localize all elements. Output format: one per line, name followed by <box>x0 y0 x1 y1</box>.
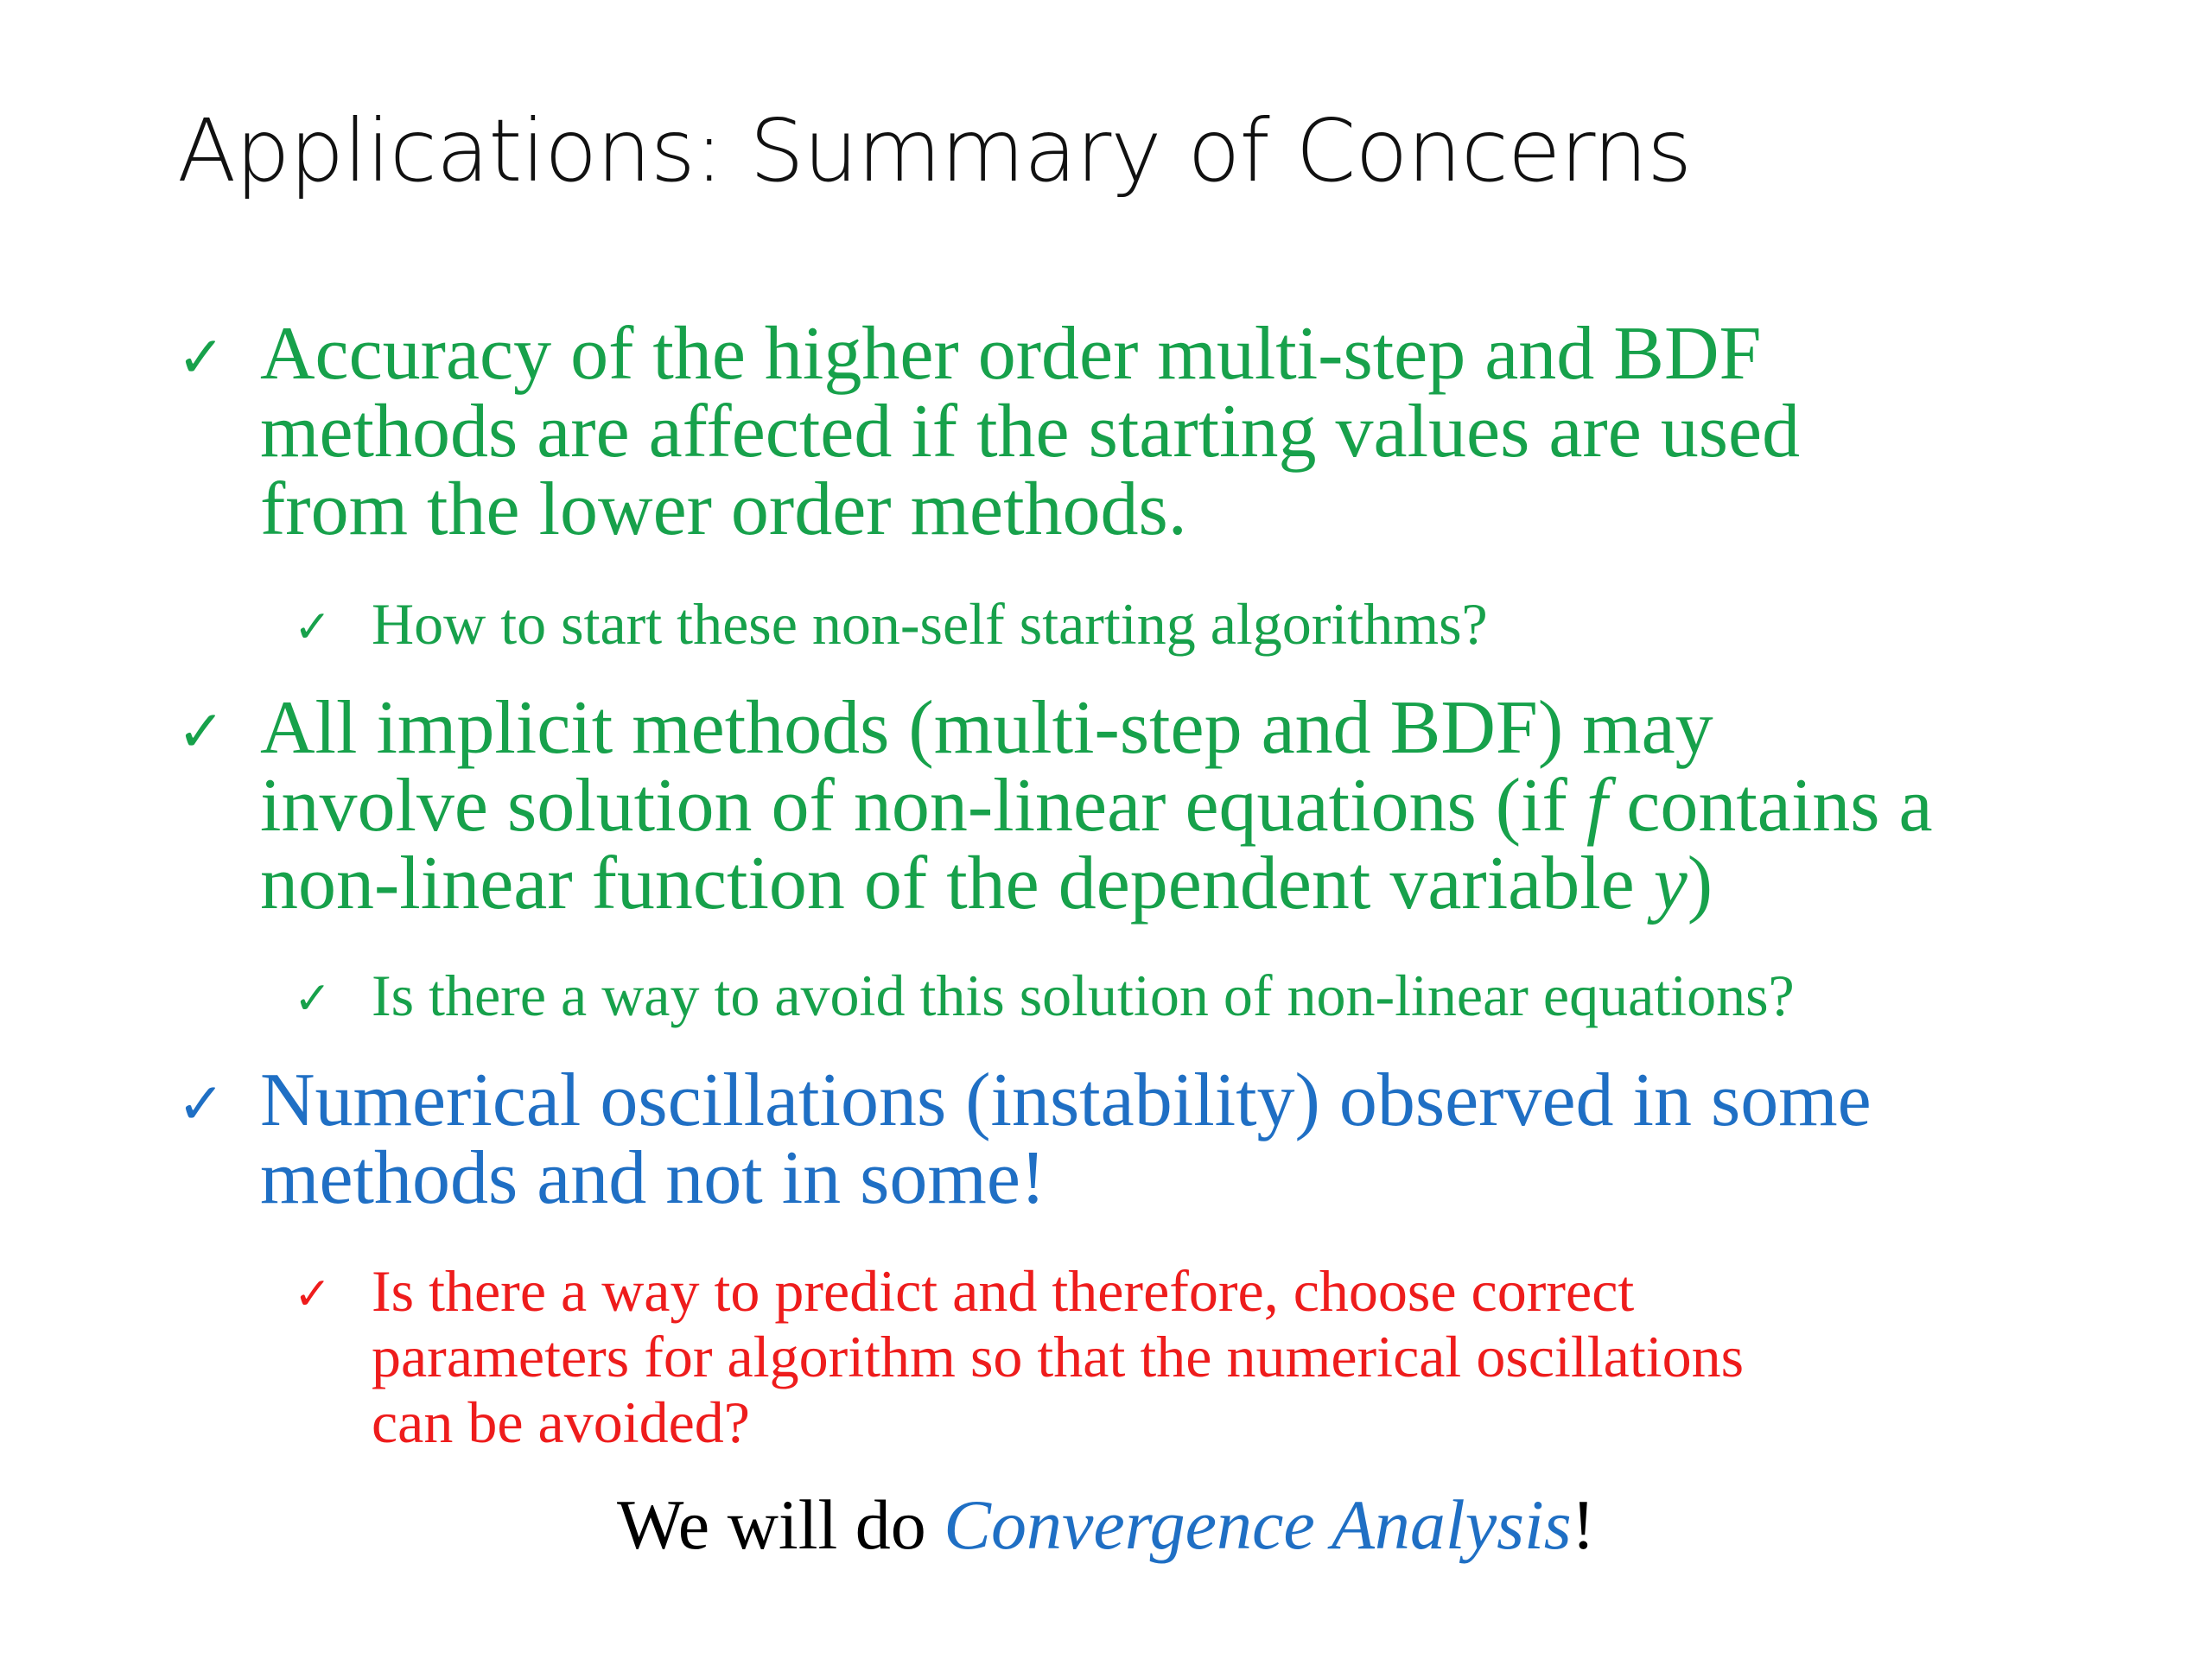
bullet-line <box>260 764 1933 848</box>
sub-bullet-line: can be avoided? <box>372 1389 750 1455</box>
sub-bullet-text: Is there a way to avoid this solution of non-linear equations? <box>372 963 1795 1028</box>
check-icon: ✓ <box>177 1071 226 1137</box>
bullet-line: from the lower order methods. <box>260 467 1187 551</box>
bullet-line: Accuracy of the higher order multi-step and BDF <box>260 312 1762 396</box>
check-icon: ✓ <box>294 601 332 653</box>
bullet-line: Numerical oscillations (instability) observed in some <box>260 1058 1872 1142</box>
bullet-text <box>260 1058 1872 1220</box>
sub-bullet-line: parameters for algorithm so that the numerical oscillations <box>372 1324 1745 1389</box>
sub-bullet-line: Is there a way to predict and therefore, choose correct <box>372 1258 1635 1324</box>
bullet-line: All implicit methods (multi-step and BDF) may <box>260 686 1713 770</box>
check-icon: ✓ <box>177 698 226 765</box>
check-icon: ✓ <box>294 973 332 1025</box>
slide-title: Applications: Summary of Concerns <box>177 100 1692 201</box>
closing-statement <box>0 1484 2212 1566</box>
closing-emphasis: Convergence Analysis <box>944 1485 1572 1564</box>
check-icon: ✓ <box>177 324 226 391</box>
bullet-line: methods are affected if the starting values are used <box>260 390 1801 474</box>
variable-f: f <box>1586 764 1608 848</box>
text-segment: ) <box>1687 842 1713 925</box>
text-segment: contains a <box>1607 764 1933 848</box>
check-icon: ✓ <box>294 1268 332 1320</box>
bullet-text <box>260 686 1933 925</box>
sub-bullet-text <box>372 1258 1744 1455</box>
variable-y: y <box>1653 842 1688 925</box>
sub-bullet-text: How to start these non-self starting algorithms? <box>372 591 1488 657</box>
bullet-line: methods and not in some! <box>260 1136 1046 1220</box>
text-segment: involve solution of non-linear equations (if <box>260 764 1586 848</box>
bullet-text <box>260 312 1801 551</box>
text-segment: non-linear function of the dependent variable <box>260 842 1654 925</box>
closing-text: We will do <box>616 1485 944 1564</box>
closing-text: ! <box>1571 1485 1596 1564</box>
bullet-line <box>260 842 1933 925</box>
